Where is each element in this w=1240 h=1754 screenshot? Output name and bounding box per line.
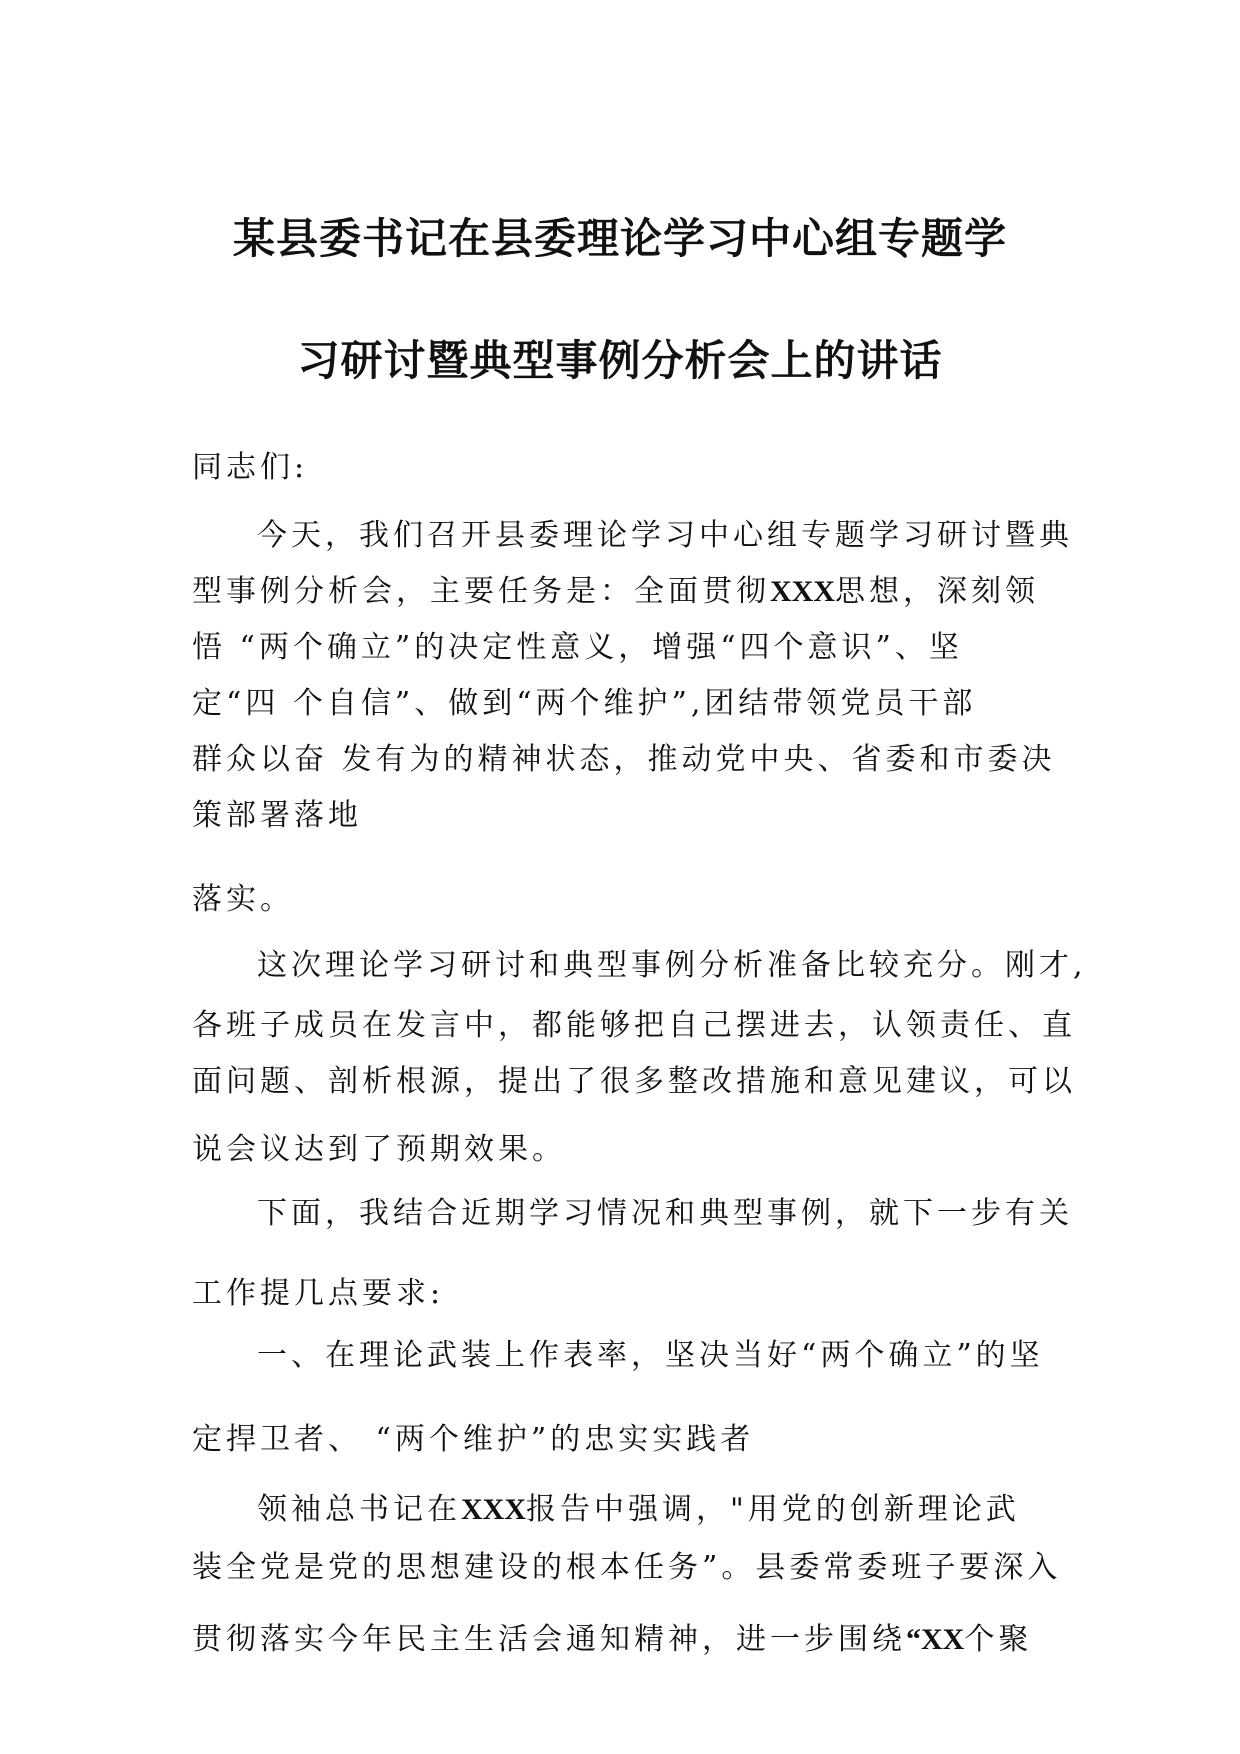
salutation: 同志们: [192,450,309,485]
paragraph-1-line-2 [192,566,1039,610]
paragraph-1-line-7: 落实。 [192,882,294,917]
paragraph-4-line-1 [257,1484,1020,1528]
paragraph-4-line-3 [192,1614,1032,1658]
text-run: 报告中强调，"用党的创新理论武 [526,1492,1020,1527]
text-run: 个聚 [964,1622,1033,1657]
paragraph-3-line-2: 工作提几点要求: [192,1276,445,1311]
paragraph-1-line-1: 今天，我们召开县委理论学习中心组专题学习研讨暨典 [257,518,1073,553]
text-run: 领袖总书记在 [257,1492,461,1527]
paragraph-3-line-1: 下面，我结合近期学习情况和典型事例，就下一步有关 [257,1196,1073,1231]
text-run: 思想，深刻领 [835,574,1039,609]
placeholder-xxx: XXX [461,1493,526,1526]
paragraph-1-line-5: 群众以奋 发有为的精神状态，推动党中央、省委和市委决 [192,742,1056,777]
section-1-heading-line-2: 定捍卫者、 “两个维护”的忠实实践者 [192,1422,755,1457]
paragraph-2-line-2: 各班子成员在发言中，都能够把自己摆进去，认领责任、直 [192,1008,1076,1043]
paragraph-1-line-4: 定“四 个自信”、做到“两个维护”,团结带领党员干部 [192,686,977,721]
paragraph-4-line-2: 装全党是党的思想建设的根本任务”。县委常委班子要深入 [192,1550,1062,1585]
document-title-line-1: 某县委书记在县委理论学习中心组专题学 [232,214,1007,263]
section-1-heading-line-1: 一、在理论武装上作表率，坚决当好“两个确立”的坚 [257,1338,1044,1373]
paragraph-2-line-1: 这次理论学习研讨和典型事例分析准备比较充分。刚才, [257,948,1087,983]
text-run: 型事例分析会，主要任务是：全面贯彻 [192,574,770,609]
placeholder-xx: “XX [906,1623,965,1656]
placeholder-xxx: XXX [770,575,835,608]
document-title-line-2: 习研讨暨典型事例分析会上的讲话 [297,336,943,385]
paragraph-2-line-3: 面问题、剖析根源，提出了很多整改措施和意见建议，可以 [192,1064,1076,1099]
paragraph-2-line-4: 说会议达到了预期效果。 [192,1132,566,1167]
paragraph-1-line-6: 策部署落地 [192,798,362,833]
text-run: 贯彻落实今年民主生活会通知精神，进一步围绕 [192,1622,906,1657]
paragraph-1-line-3: 悟 “两个确立”的决定性意义，增强“四个意识”、坚 [192,630,963,665]
